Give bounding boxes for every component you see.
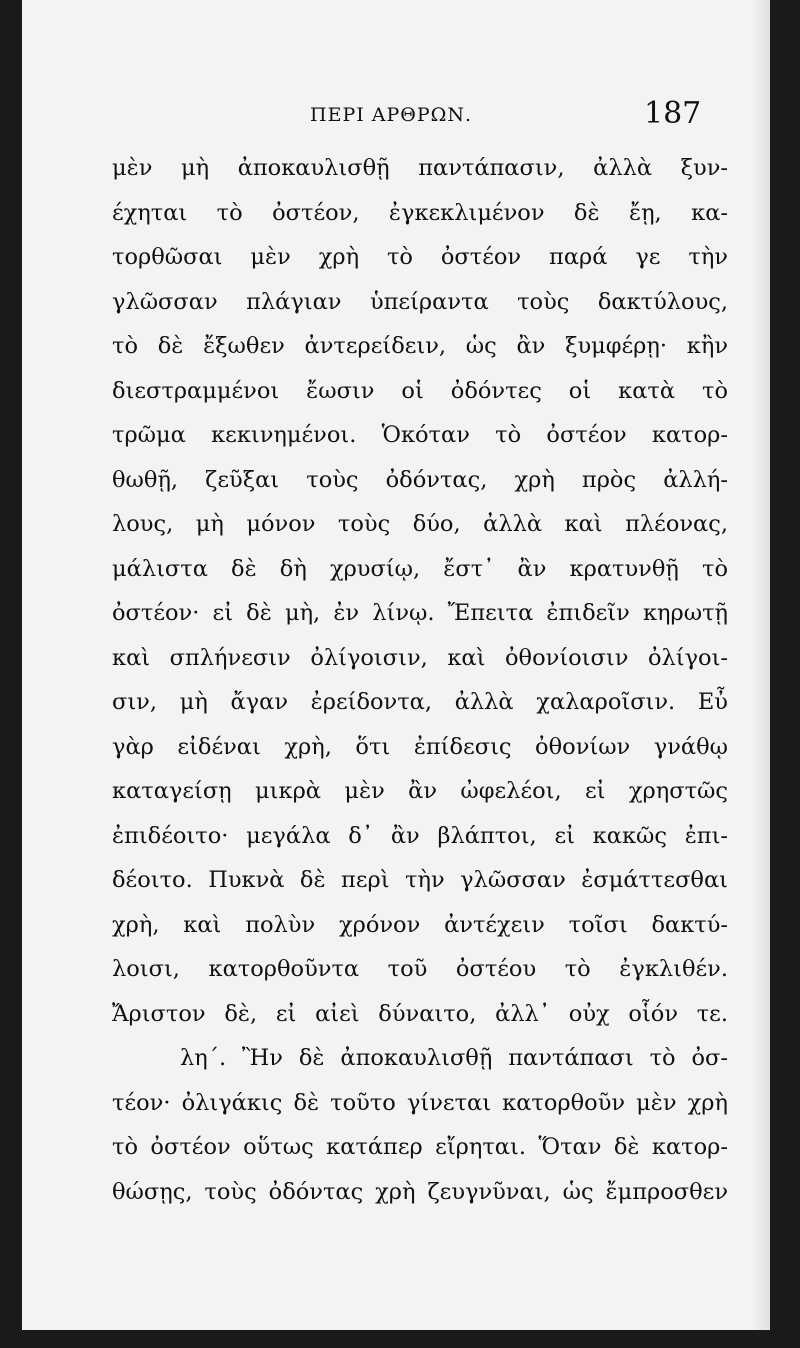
text-line: χρὴ, καὶ πολὺν χρόνον ἀντέχειν τοῖσι δακτύ- (112, 911, 728, 938)
text-line: τέον· ὀλιγάκις δὲ τοῦτο γίνεται κατορθοῦν μὲν χρὴ (112, 1089, 728, 1116)
page-number: 187 (644, 96, 702, 131)
text-line: τρῶμα κεκινημένοι. Ὁκόταν τὸ ὀστέον κατορ- (112, 422, 728, 448)
text-line: τὸ ὀστέον οὕτως κατάπερ εἴρηται. Ὅταν δὲ κατορ- (112, 1134, 728, 1160)
body-text (112, 146, 728, 1214)
text-line: τορθῶσαι μὲν χρὴ τὸ ὀστέον παρά γε τὴν (112, 244, 728, 270)
text-line: θωθῇ, ζεῦξαι τοὺς ὀδόντας, χρὴ πρὸς ἀλλή- (112, 466, 728, 493)
text-line: λους, μὴ μόνον τοὺς δύο, ἀλλὰ καὶ πλέονας, (112, 511, 728, 537)
text-line: ὀστέον· εἰ δὲ μὴ, ἐν λίνῳ. Ἔπειτα ἐπιδεῖν κηρωτῇ (112, 600, 728, 626)
text-line: έχηται τὸ ὀστέον, ἐγκεκλιμένον δὲ ἔῃ, κα- (112, 199, 728, 226)
text-line: γὰρ εἰδέναι χρὴ, ὅτι ἐπίδεσις ὀθονίων γνάθῳ (112, 733, 728, 760)
text-line: μὲν μὴ ἀποκαυλισθῇ παντάπασιν, ἀλλὰ ξυν- (112, 155, 728, 181)
text-line: τὸ δὲ ἔξωθεν ἀντερείδειν, ὡς ἂν ξυμφέρῃ· κἢν (112, 333, 728, 359)
text-line: διεστραμμένοι ἔωσιν οἱ ὀδόντες οἱ κατὰ τὸ (112, 377, 728, 404)
book-page (22, 0, 770, 1330)
running-head (22, 96, 770, 136)
text-line: θώσῃς, τοὺς ὀδόντας χρὴ ζευγνῦναι, ὡς ἔμπροσθεν (112, 1178, 728, 1205)
text-line: Ἄριστον δὲ, εἰ αἰεὶ δύναιτο, ἀλλ᾽ οὐχ οἷόν τε. (112, 1000, 728, 1027)
text-line: σιν, μὴ ἄγαν ἐρείδοντα, ἀλλὰ χαλαροῖσιν. Εὖ (112, 689, 728, 715)
text-line: γλῶσσαν πλάγιαν ὑπείραντα τοὺς δακτύλους, (112, 288, 728, 315)
running-title: ΠΕΡΙ ΑΡΘΡΩΝ. (310, 104, 473, 126)
section-start-line: λη΄. Ἢν δὲ ἀποκαυλισθῇ παντάπασι τὸ ὀσ- (180, 1045, 728, 1071)
text-line: μάλιστα δὲ δὴ χρυσίῳ, ἔστ᾽ ἂν κρατυνθῇ τὸ (112, 555, 728, 582)
text-line: δέοιτο. Πυκνὰ δὲ περὶ τὴν γλῶσσαν ἐσμάττεσθαι (112, 867, 728, 893)
text-line: καὶ σπλήνεσιν ὀλίγοισιν, καὶ ὀθονίοισιν ὀλίγοι- (112, 644, 728, 671)
text-line: λοισι, κατορθοῦντα τοῦ ὀστέου τὸ ἐγκλιθέν. (112, 956, 728, 982)
text-line: καταγείσῃ μικρὰ μὲν ἂν ὠφελέοι, εἰ χρηστῶς (112, 778, 728, 804)
text-line: ἐπιδέοιτο· μεγάλα δ᾽ ἂν βλάπτοι, εἰ κακῶς ἐπι- (112, 822, 728, 849)
